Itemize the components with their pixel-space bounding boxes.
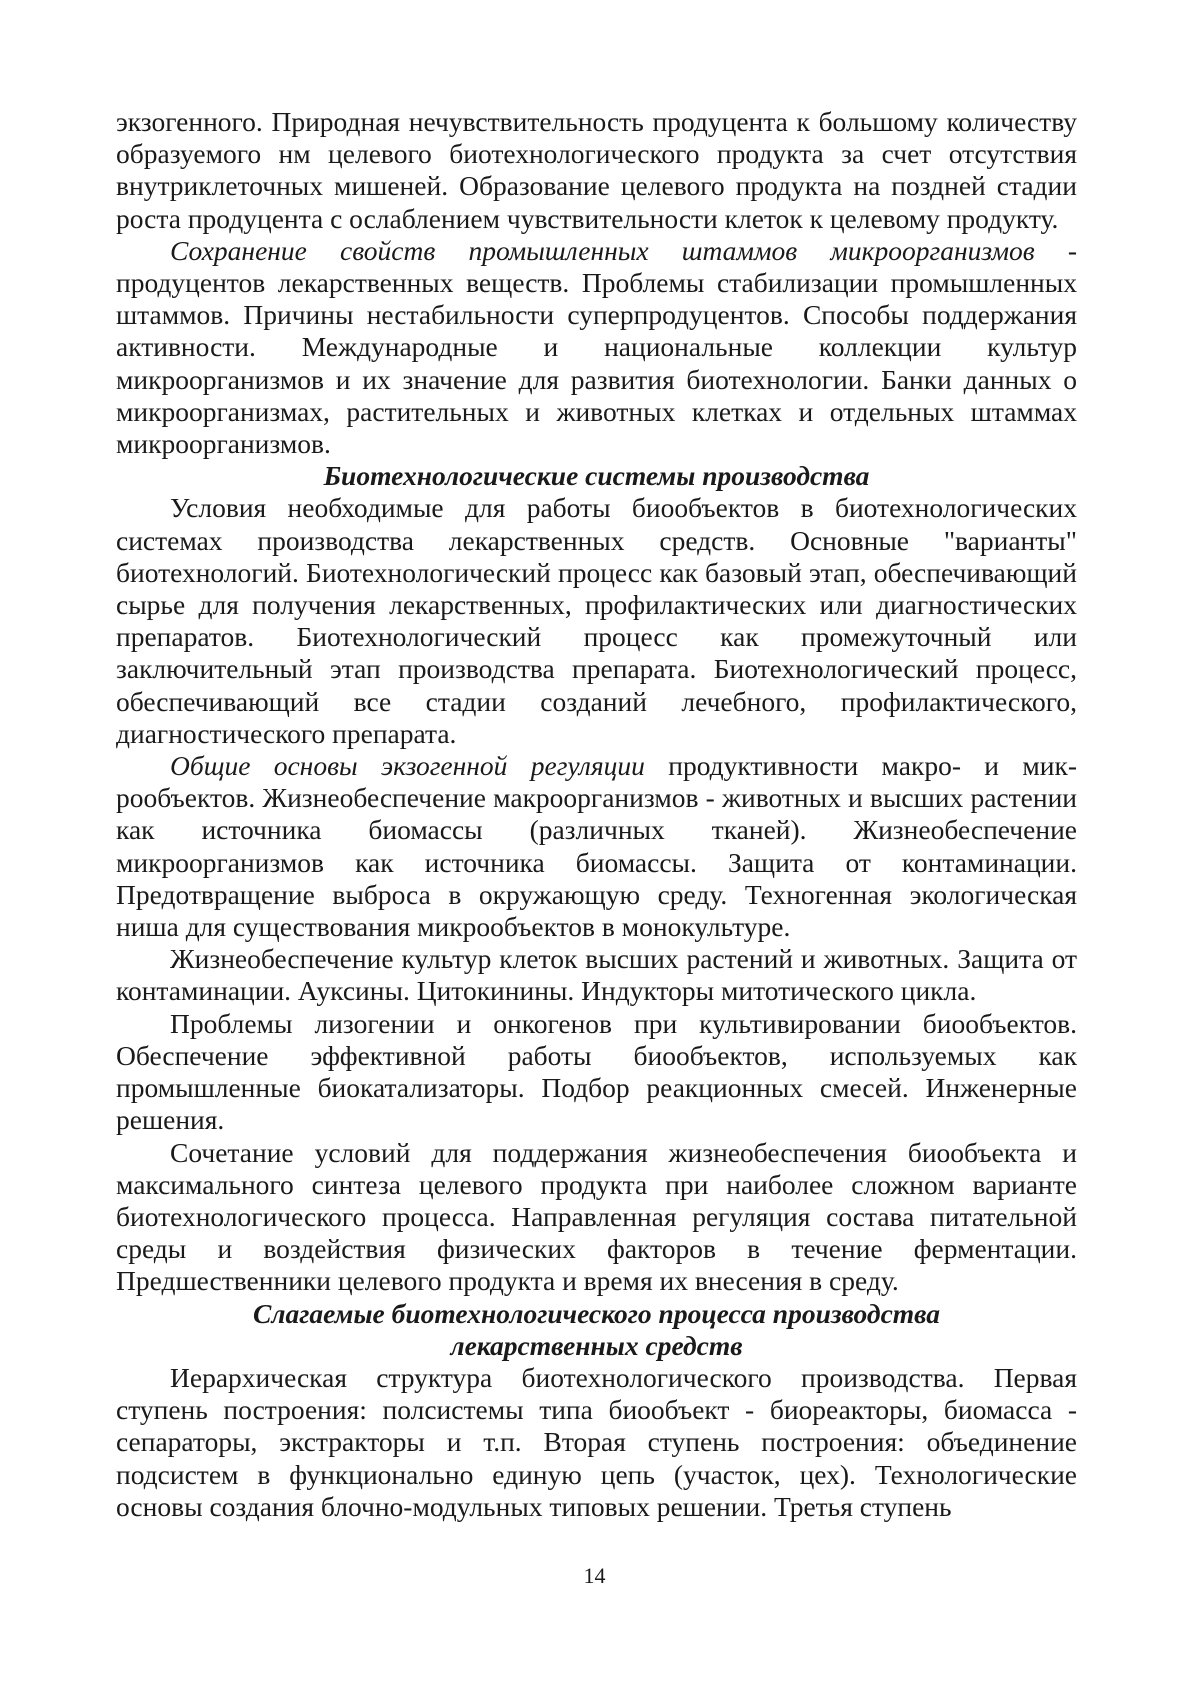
paragraph: экзогенного. Природная нечувствительность продуцента к большому количеству образуемого нм целевого биотехнологического продукта за счет отсутствия внутриклеточных мишеней. Образование целевого продукта на поздней стадии роста продуцента с ослаблением чувствительности клеток к целевому продукту. [116, 106, 1077, 234]
italic-phrase: Общие основы экзогенной регуляции [170, 750, 645, 782]
document-page [116, 106, 1077, 1523]
section-heading [116, 1298, 1077, 1362]
italic-phrase: Сохранение свойств промышленных штаммов микроорганизмов [170, 234, 1035, 266]
paragraph: Сочетание условий для поддержания жизнеобеспечения биообъекта и максимального синтеза целевого продукта при наиболее сложном варианте биотехнологического процесса. Направленная регуляция состава питательной среды и воздействия физических факторов в течение ферментации. Предшественники целевого продукта и время их внесения в среду. [116, 1136, 1077, 1297]
paragraph: Условия необходимые для работы биообъектов в биотехнологических системах производства лекарственных средств. Основные "варианты" биотехнологий. Биотехнологический процесс как базовый этап, обеспечивающий сырье для получения лекарственных, профилактических или диагностических препаратов. Биотехнологический процесс как промежуточный или заключительный этап производства препарата. Биотехнологический процесс, обеспечивающий все стадии созданий лечебного, профилактического, диагностического препарата. [116, 492, 1077, 749]
section-heading: Биотехнологические системы производства [323, 460, 870, 492]
paragraph [116, 750, 1077, 943]
section-heading-line: лекарственных средств [450, 1329, 743, 1361]
section-heading-line: Слагаемые биотехнологического процесса производства [252, 1297, 941, 1329]
paragraph: Иерархическая структура биотехнологического производства. Первая ступень построения: полсистемы типа биообъект - биореакторы, биомасса - сепараторы, экстракторы и т.п. Вторая ступень построения: объединение подсистем в функционально единую цепь (участок, цех). Технологические основы создания блочно-модульных типовых решении. Третья ступень [116, 1361, 1077, 1522]
paragraph [116, 235, 1077, 460]
paragraph-text: продуктивности макро- и микрообъектов. Жизнеобеспечение макроорганизмов - животных и высших растении как источника биомассы (различных тканей). Жизнеобеспечение микроорганизмов как источника биомассы. Защита от контаминации. Предотвращение выброса в окружающую среду. Техногенная экологическая ниша для существования микрообъектов в монокультуре. [116, 750, 1077, 943]
paragraph-text: - продуцентов лекарственных веществ. Проблемы стабилизации промышленных штаммов. Причины нестабильности суперпродуцентов. Способы поддержания активности. Международные и национальные коллекции культур микроорганизмов и их значение для развития биотехнологии. Банки данных о микроорганизмах, растительных и животных клетках и отдельных штаммах микроорганизмов. [116, 234, 1077, 460]
paragraph: Жизнеобеспечение культур клеток высших растений и животных. Защита от контаминации. Ауксины. Цитокинины. Индукторы митотического цикла. [116, 943, 1077, 1007]
paragraph: Проблемы лизогении и онкогенов при культивировании биообъектов. Обеспечение эффективной работы биообъектов, используемых как промышленные биокатализаторы. Подбор реакционных смесей. Инженерные решения. [116, 1007, 1077, 1136]
page-number: 14 [583, 1563, 606, 1588]
